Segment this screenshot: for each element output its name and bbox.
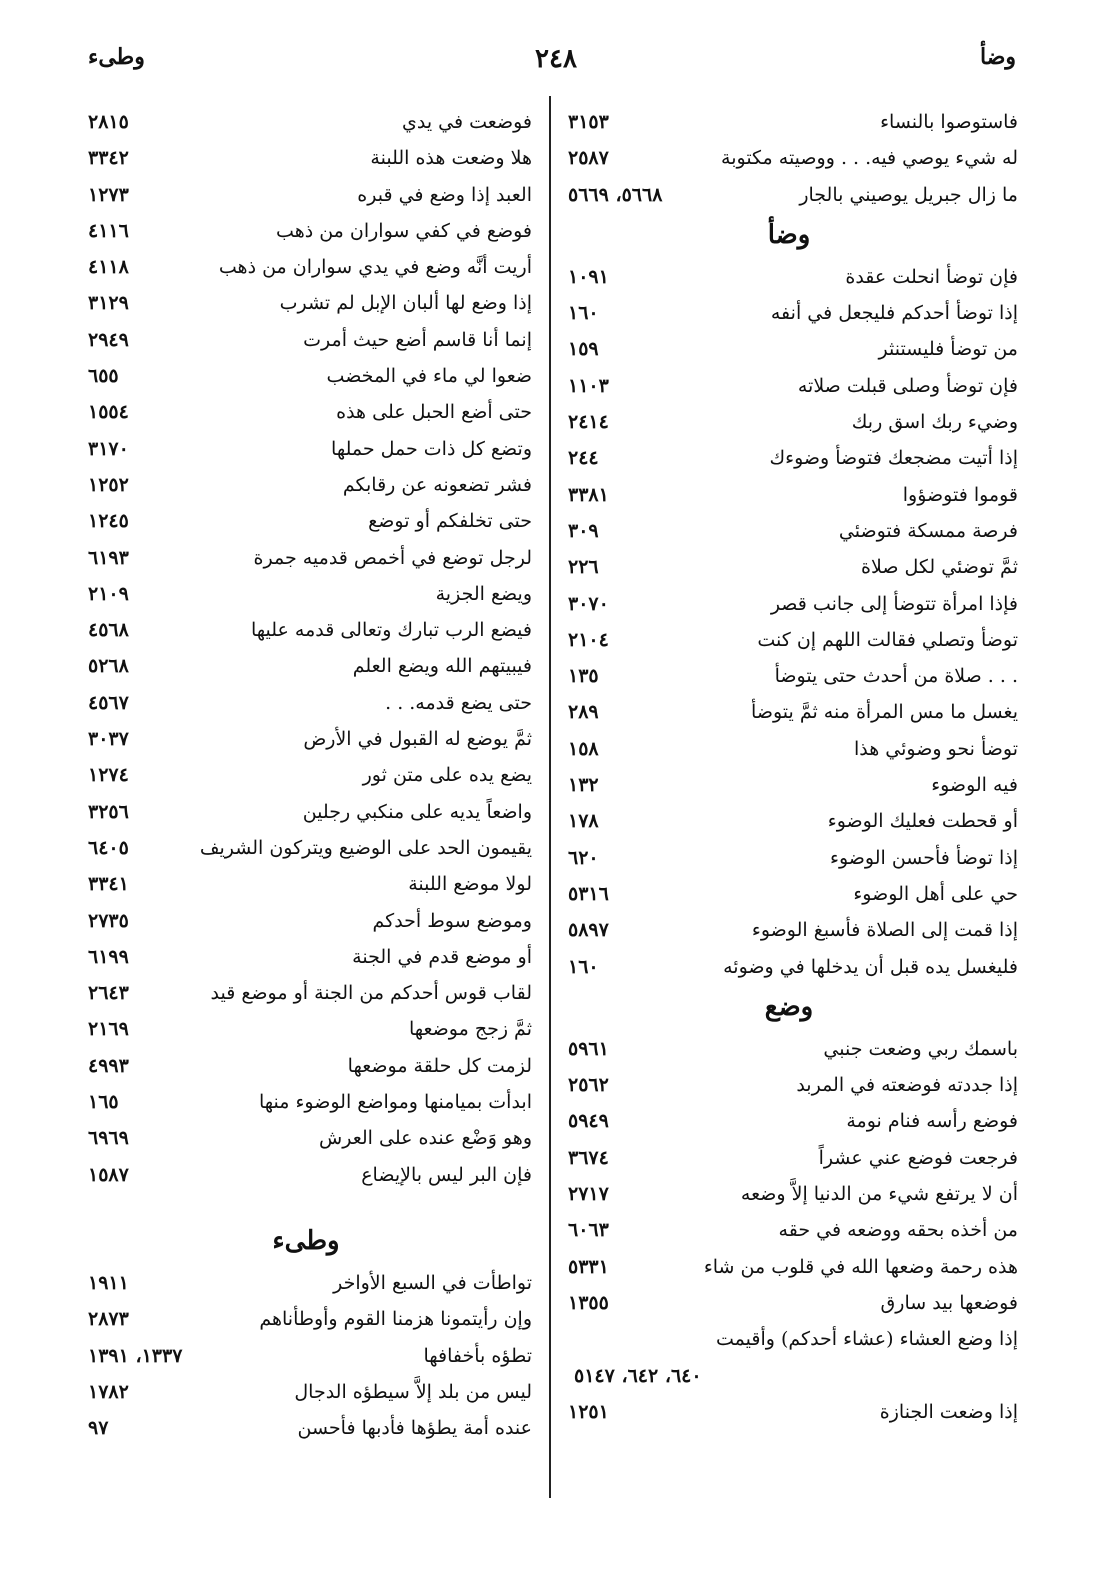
index-entry: [80, 1338, 532, 1374]
entry-reference-number: ١٣٣٧، ١٣٩١: [88, 1344, 183, 1367]
entry-text: يقيمون الحد على الوضيع ويتركون الشريف: [199, 836, 532, 859]
entry-reference-number: ٣٠٣٧: [88, 728, 129, 751]
index-entry: [80, 1084, 532, 1120]
index-entry: [560, 949, 1018, 985]
entry-reference-number: ٣٦٧٤: [568, 1146, 609, 1169]
entry-text: لولا موضع اللبنة: [408, 873, 532, 896]
section-heading-text: وضأ: [767, 219, 811, 250]
entry-reference-number: ١٥٥٤: [88, 401, 129, 424]
entry-reference-number: ٣٠٧٠: [568, 592, 609, 615]
entry-text: العبد إذا وضع في قبره: [357, 183, 532, 206]
entry-text: يضع يده على متن ثور: [362, 764, 532, 787]
entry-text: أريت أنَّه وضع في يدي سواران من ذهب: [218, 256, 532, 279]
entry-reference-number: ٢٩٤٩: [88, 328, 129, 351]
header-last-root-word: وطىء: [88, 44, 145, 70]
entry-text: فيبيتهم الله ويضع العلم: [352, 655, 532, 678]
entry-reference-number: ١٢٧٤: [88, 764, 129, 787]
index-entry: [80, 939, 532, 975]
entry-text: ضعوا لي ماء في المخضب: [326, 365, 532, 388]
index-entry: [80, 612, 532, 648]
index-entry: [80, 1120, 532, 1156]
entry-reference-number: ٢٨٧٣: [88, 1308, 129, 1331]
section-spacer: [80, 1193, 532, 1219]
entry-reference-number: ١٧٨: [568, 810, 599, 833]
entry-text: حتى تخلفكم أو توضع: [368, 510, 532, 533]
index-entry: [80, 1048, 532, 1084]
entry-reference-number: ٢٢٦: [568, 556, 599, 579]
entry-reference-number: ٥٩٦١: [568, 1037, 609, 1060]
entry-text: لزمت كل حلقة موضعها: [347, 1054, 532, 1077]
entry-text: وهو وَضْع عنده على العرش: [319, 1127, 532, 1150]
entry-reference-number: ٥٣٣١: [568, 1255, 609, 1278]
index-entry: [80, 757, 532, 793]
index-entry: [80, 503, 532, 539]
page-number: ٢٤٨: [535, 44, 577, 74]
index-entry: [80, 322, 532, 358]
section-heading-text: وضع: [764, 991, 814, 1022]
index-entry: [560, 1394, 1018, 1430]
index-entry: [80, 721, 532, 757]
index-entry: [560, 767, 1018, 803]
entry-text: فإذا امرأة تتوضأ إلى جانب قصر: [770, 592, 1018, 615]
index-entry: [560, 368, 1018, 404]
entry-reference-number: ٦٤٠٥: [88, 836, 129, 859]
entry-text: وإن رأيتمونا هزمنا القوم وأوطأناهم: [259, 1308, 532, 1331]
section-heading: [80, 1219, 532, 1265]
entry-text: لرجل توضع في أخمص قدميه جمرة: [253, 546, 532, 569]
entry-text: إذا وضع لها ألبان الإبل لم تشرب: [279, 292, 532, 315]
entry-text: توضأ وتصلي فقالت اللهم إن كنت: [757, 628, 1018, 651]
entry-reference-number: ٣٣٨١: [568, 483, 609, 506]
index-entry: [80, 1301, 532, 1337]
entry-reference-number: ١٧٨٢: [88, 1380, 129, 1403]
entry-reference-number: ٣١٧٠: [88, 437, 129, 460]
entry-reference-number: ٢٤٤: [568, 447, 599, 470]
entry-reference-number: ٢٧١٧: [568, 1183, 609, 1206]
section-heading: [560, 985, 1018, 1031]
entry-reference-number: ١٠٩١: [568, 265, 609, 288]
index-entry: [560, 1067, 1018, 1103]
entry-text: تواطأت في السبع الأواخر: [333, 1271, 532, 1294]
entry-text: من توضأ فليستنثر: [878, 338, 1018, 361]
entry-reference-number: ٣١٥٣: [568, 111, 609, 133]
index-entry: [560, 295, 1018, 331]
entry-text: توضأ نحو وضوئي هذا: [853, 737, 1018, 760]
index-entry: [80, 213, 532, 249]
entry-reference-number: ١٣٢: [568, 774, 599, 797]
entry-reference-number: ١٦٠: [568, 302, 599, 325]
entry-text: ثمَّ توضئي لكل صلاة: [861, 556, 1018, 579]
entry-text: تطؤه بأخفافها: [423, 1344, 532, 1367]
entry-reference-number: ٢٥٨٧: [568, 147, 609, 170]
index-entry: [80, 394, 532, 430]
index-entry: [80, 467, 532, 503]
entry-text: له شيء يوصي فيه. . . ووصيته مكتوبة: [721, 147, 1018, 170]
index-entry: [80, 1157, 532, 1193]
entry-reference-number: ١٥٨٧: [88, 1163, 129, 1186]
right-column: [560, 104, 1018, 1430]
index-entry: [80, 358, 532, 394]
entry-reference-number: ١٢٥٢: [88, 473, 129, 496]
entry-text: فرصة ممسكة فتوضئي: [838, 519, 1018, 542]
index-entry: [80, 431, 532, 467]
entry-reference-number: ٦٩٦٩: [88, 1127, 129, 1150]
entry-reference-number: ٤٥٦٧: [88, 691, 129, 714]
index-entry: [80, 1011, 532, 1047]
index-entry: [80, 866, 532, 902]
index-entry: [560, 513, 1018, 549]
entry-text: من أخذه بحقه ووضعه في حقه: [778, 1219, 1018, 1242]
entry-reference-number: ٦٢٠: [568, 846, 599, 869]
index-entry: [80, 794, 532, 830]
left-column: [80, 104, 532, 1446]
entry-reference-number: ١٦٠: [568, 955, 599, 978]
entry-text: وموضع سوط أحدكم: [372, 909, 532, 932]
index-entry: [560, 803, 1018, 839]
entry-reference-number: ٣٢٥٦: [88, 800, 129, 823]
entry-text: فوضعها بيد سارق: [880, 1291, 1018, 1314]
index-entry: [80, 1374, 532, 1410]
entry-text: ثمَّ يوضع له القبول في الأرض: [303, 728, 532, 751]
section-heading-text: وطىء: [272, 1225, 340, 1256]
entry-text: إذا وضعت الجنازة: [879, 1400, 1018, 1423]
index-entry: [560, 1321, 1018, 1357]
index-entry: [560, 1103, 1018, 1139]
entry-text: إنما أنا قاسم أضع حيث أمرت: [303, 328, 532, 351]
entry-reference-number: ٢١٠٤: [568, 628, 609, 651]
index-entry: [80, 903, 532, 939]
entry-text: أن لا يرتفع شيء من الدنيا إلاَّ وضعه: [740, 1183, 1018, 1206]
index-entry: [560, 731, 1018, 767]
entry-reference-number: ٢١٦٩: [88, 1018, 129, 1041]
entry-reference-number: ١٦٥: [88, 1091, 119, 1114]
index-entry: [560, 477, 1018, 513]
entry-reference-number: ٢٥٦٢: [568, 1074, 609, 1097]
entry-text: حتى أضع الحبل على هذه: [336, 401, 532, 424]
index-entry: [80, 685, 532, 721]
entry-text: فليغسل يده قبل أن يدخلها في وضوئه: [723, 955, 1018, 978]
entry-text: حتى يضع قدمه. . .: [385, 691, 532, 714]
entry-text: ليس من بلد إلاَّ سيطؤه الدجال: [294, 1380, 532, 1403]
index-entry: [560, 840, 1018, 876]
entry-text: حي على أهل الوضوء: [853, 882, 1018, 905]
index-entry: [80, 249, 532, 285]
entry-text: فيضع الرب تبارك وتعالى قدمه عليها: [250, 619, 532, 642]
entry-reference-number: ٣١٢٩: [88, 292, 129, 315]
entry-text: إذا توضأ أحدكم فليجعل في أنفه: [770, 302, 1018, 325]
entry-reference-number: ٦٠٦٣: [568, 1219, 609, 1242]
entry-text: قوموا فتوضؤوا: [902, 483, 1018, 506]
section-heading: [560, 213, 1018, 259]
index-entry: [80, 975, 532, 1011]
index-entry: [560, 586, 1018, 622]
entry-text: فيه الوضوء: [931, 774, 1018, 797]
entry-text: إذا وضع العشاء (عشاء أحدكم) وأقيمت: [716, 1328, 1018, 1351]
index-entry: [80, 104, 532, 140]
entry-reference-number: ١٣٥: [568, 665, 599, 688]
entry-text: ثمَّ زجج موضعها: [408, 1018, 532, 1041]
index-entry: [80, 177, 532, 213]
index-entry: [560, 549, 1018, 585]
entry-reference-number: ١٢٤٥: [88, 510, 129, 533]
entry-reference-number: ١٥٨: [568, 737, 599, 760]
entry-reference-number: ٢٨٩: [568, 701, 599, 724]
entry-reference-number: ٢٤١٤: [568, 411, 609, 434]
entry-reference-number: ٦١٩٩: [88, 945, 129, 968]
entry-reference-number: ٦٥٥: [88, 365, 119, 388]
index-entry: [80, 540, 532, 576]
index-entry: [80, 576, 532, 612]
index-entry: [560, 440, 1018, 476]
index-entry: [560, 140, 1018, 176]
index-entry: [560, 1140, 1018, 1176]
index-entry: [560, 1212, 1018, 1248]
entry-reference-number: ٤١١٦: [88, 219, 129, 242]
entry-text: إذا جددته فوضعته في المربد: [796, 1074, 1018, 1097]
index-entry: [80, 1265, 532, 1301]
entry-text: باسمك ربي وضعت جنبي: [823, 1037, 1018, 1060]
entry-reference-number: ٥٩٤٩: [568, 1110, 609, 1133]
entry-reference-number: ٢٦٤٣: [88, 982, 129, 1005]
entry-text: إذا أتيت مضجعك فتوضأ وضوءك: [769, 447, 1018, 470]
entry-reference-number: ١٢٧٣: [88, 183, 129, 206]
index-entry: [560, 1031, 1018, 1067]
entry-text: فوضعت في يدي: [402, 111, 532, 133]
entry-text: هذه رحمة وضعها الله في قلوب من شاء: [703, 1255, 1018, 1278]
entry-reference-number: ٣٠٩: [568, 519, 599, 542]
index-entry: [560, 177, 1018, 213]
entry-text: أو موضع قدم في الجنة: [352, 945, 532, 968]
index-entry: [560, 622, 1018, 658]
index-entry: [80, 285, 532, 321]
entry-reference-number: ٢٧٣٥: [88, 909, 129, 932]
entry-reference-number: ٢١٠٩: [88, 582, 129, 605]
entry-text: فإن توضأ انحلت عقدة: [845, 265, 1018, 288]
entry-reference-number: ٥٨٩٧: [568, 919, 609, 942]
entry-text: ما زال جبريل يوصيني بالجار: [799, 183, 1018, 206]
entry-reference-number: ١٥٩: [568, 338, 599, 361]
entry-text: أو قحطت فعليك الوضوء: [827, 810, 1018, 833]
column-divider: [549, 96, 551, 1498]
index-entry: [560, 1285, 1018, 1321]
index-entry-continuation: [560, 1358, 1018, 1394]
entry-text: فاستوصوا بالنساء: [880, 111, 1018, 133]
entry-text: . . . صلاة من أحدث حتى يتوضأ: [774, 665, 1018, 688]
entry-text: وتضع كل ذات حمل حملها: [331, 437, 532, 460]
entry-text: فشر تضعونه عن رقابكم: [342, 473, 532, 496]
entry-reference-number: ٣٣٤١: [88, 873, 129, 896]
entry-reference-number: ٥٣١٦: [568, 882, 609, 905]
entry-reference-number: ٤١١٨: [88, 256, 129, 279]
index-entry: [560, 331, 1018, 367]
index-entry: [560, 104, 1018, 140]
index-entry: [80, 830, 532, 866]
entry-text: هلا وضعت هذه اللبنة: [370, 147, 532, 170]
entry-reference-number: ١٣٥٥: [568, 1291, 609, 1314]
entry-reference-number: ٤٩٩٣: [88, 1054, 129, 1077]
entry-reference-number: ٢٨١٥: [88, 111, 129, 133]
entry-reference-number: ٦١٩٣: [88, 546, 129, 569]
index-entry: [80, 1410, 532, 1446]
index-entry: [560, 912, 1018, 948]
entry-reference-number: ٤٥٦٨: [88, 619, 129, 642]
entry-text: فوضع في كفي سواران من ذهب: [276, 219, 532, 242]
index-entry: [560, 876, 1018, 912]
entry-text: إذا قمت إلى الصلاة فأسبغ الوضوء: [751, 919, 1018, 942]
entry-reference-number: ٥٦٦٨، ٥٦٦٩: [568, 183, 663, 206]
entry-reference-number: ٣٣٤٢: [88, 147, 129, 170]
entry-text: فوضع رأسه فنام نومة: [846, 1110, 1018, 1133]
index-entry: [80, 648, 532, 684]
entry-text: فرجعت فوضع عني عشراً: [818, 1146, 1018, 1169]
index-entry: [560, 404, 1018, 440]
entry-text: يغسل ما مس المرأة منه ثمَّ يتوضأ: [751, 701, 1018, 724]
entry-text: فإن توضأ وصلى قبلت صلاته: [797, 374, 1018, 397]
entry-text: لقاب قوس أحدكم من الجنة أو موضع قيد: [210, 982, 532, 1005]
entry-reference-number: ١٩١١: [88, 1271, 129, 1294]
index-entry: [560, 694, 1018, 730]
entry-reference-number: ١١٠٣: [568, 374, 609, 397]
entry-text: إذا توضأ فأحسن الوضوء: [830, 846, 1018, 869]
entry-text: ابدأت بميامنها ومواضع الوضوء منها: [258, 1091, 532, 1114]
entry-reference-number: ٥٢٦٨: [88, 655, 129, 678]
index-entry: [560, 1176, 1018, 1212]
index-entry: [80, 140, 532, 176]
header-root-word: وضأ: [979, 44, 1016, 70]
index-entry: [560, 259, 1018, 295]
entry-reference-number: ١٢٥١: [568, 1400, 609, 1423]
entry-text: عنده أمة يطؤها فأدبها فأحسن: [297, 1417, 532, 1440]
entry-text: فإن البر ليس بالإيضاع: [361, 1163, 532, 1186]
entry-text: وضيء ربك اسق ربك: [851, 411, 1018, 434]
entry-reference-number: ٦٤٠، ٦٤٢، ٥١٤٧: [574, 1364, 702, 1387]
entry-text: ويضع الجزية: [435, 582, 532, 605]
index-entry: [560, 658, 1018, 694]
entry-reference-number: ٩٧: [88, 1417, 109, 1440]
entry-text: واضعاً يديه على منكبي رجلين: [302, 800, 532, 823]
index-entry: [560, 1249, 1018, 1285]
